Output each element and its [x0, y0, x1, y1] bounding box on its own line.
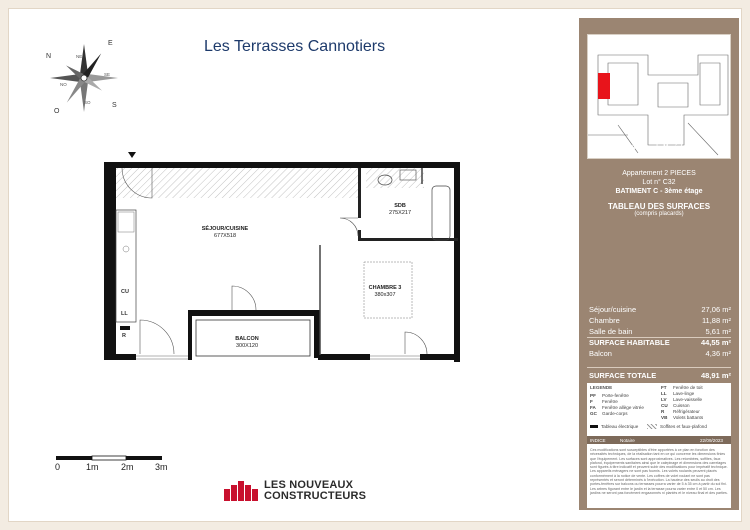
kitchen-cu: CU: [121, 289, 129, 295]
logo-mark-icon: [224, 481, 258, 501]
legend-soffites: Soffites et faux-plafond: [647, 424, 707, 429]
index-bar: [587, 436, 731, 444]
legend-item: GC Garde-corps: [590, 411, 628, 416]
room-sejour-name: SÉJOUR/CUISINE: [201, 226, 249, 232]
index-notaire: Notaire: [620, 437, 635, 443]
compass-north: N: [46, 53, 52, 60]
kitchen-ll: LL: [121, 311, 128, 317]
apartment-building-text: BATIMENT C - 3ème étage: [615, 188, 703, 195]
scale-label-1: 1m: [86, 462, 99, 472]
surface-value: 48,91: [700, 371, 720, 380]
surfaces-divider-total: [587, 367, 731, 368]
surface-row-total: [589, 371, 731, 380]
surface-row-sdb: [589, 327, 731, 336]
room-balcon: [222, 336, 272, 350]
address-line2: 77 100 MEAUX: [638, 153, 680, 159]
surface-label: Chambre: [589, 316, 620, 325]
surface-value: 11,88: [701, 316, 721, 325]
surface-unit: m²: [722, 327, 731, 336]
legend-item: CU Cuisson: [661, 403, 690, 408]
room-sdb-dims: 275X217: [388, 210, 412, 216]
scale-label-2: 2m: [121, 462, 134, 472]
room-chambre-name: CHAMBRE 3: [368, 285, 402, 291]
logo-line2: CONSTRUCTEURS: [264, 490, 367, 502]
disclaimer-text: Ces modifications sont susceptibles d'être apportées à ce plan en fonction des nécessités techniques, de la réalisation tant en ce qui concerne les dimensions finies que l'équipement. Les surfaces sont approximatives. Les retombées, soffites, faux plafond, équipements sanitaires ainsi que le calepinage et dimensions des carrelages sont figurés à titre indicatif et peuvent subir des modifications pour impératif technique. Les appareils ménagers ne sont pas fournis. Les volets roulants peuvent placés conformément à la notice de vente. Les coffres de volet roulant ne sont pas représentés et seront déterminés à l'exécution. La hauteur des seuils au droit des portes-fenêtres sur balcons ou terrasses pourra varier de 5 à 35 cm à partir du sol fini. Les arbres figurant entre le jardin et la terrasse pourra varier entre 0 et 50 cm. Les jardins ne seront pas forcément engazonnés ni plantés et le niveau final et des parties.: [587, 446, 731, 508]
compass-west: O: [54, 108, 60, 115]
legend-item: LL Lave-linge: [661, 391, 695, 396]
address-line1: 66-78, Avenue du Maréchal Foch: [612, 145, 706, 151]
surface-row-habitable: [589, 338, 731, 347]
surfaces-table-subtitle: (compris placards): [634, 211, 684, 217]
index-label: INDICE: [590, 437, 606, 443]
surface-value: 44,55: [700, 338, 720, 347]
surface-row-sejour: [589, 305, 731, 314]
room-sdb-name: SDB: [394, 203, 406, 209]
compass-south: S: [112, 102, 117, 109]
surface-label: SURFACE TOTALE: [589, 371, 657, 380]
surface-label: SURFACE HABITABLE: [589, 338, 670, 347]
logo-line1: LES NOUVEAUX: [264, 479, 354, 491]
room-balcon-dims: 300X120: [235, 343, 259, 349]
kitchen-r: R: [122, 333, 126, 339]
apartment-building: [579, 187, 739, 196]
surface-label: Séjour/cuisine: [589, 305, 637, 314]
surface-value: 4,36: [705, 349, 721, 358]
legend-item: FA Fenêtre allège vitrée: [590, 405, 644, 410]
surface-value: 27,06: [701, 305, 721, 314]
surface-row-balcon: [589, 349, 731, 358]
page-title: Les Terrasses Cannotiers: [204, 38, 386, 55]
surface-value: 5,61: [705, 327, 721, 336]
surface-unit: m²: [721, 371, 731, 380]
surface-unit: m²: [722, 305, 731, 314]
legend-item: FT Fenêtre de toit: [661, 385, 703, 390]
info-sidebar: [579, 18, 739, 510]
site-plan-icon: [588, 35, 731, 159]
legend-title: LEGENDE: [590, 385, 613, 390]
room-sejour-dims: 677X518: [213, 233, 237, 239]
apartment-type: Appartement 2 PIECES: [622, 170, 696, 177]
surfaces-table-title: TABLEAU DES SURFACES: [607, 202, 711, 211]
surface-label: Balcon: [589, 349, 612, 358]
legend-tableau: Tableau électrique: [590, 424, 638, 429]
scale-label-3: 3m: [155, 462, 168, 472]
building-location-thumbnail: [587, 34, 731, 159]
legend-item: PF Porte-fenêtre: [590, 393, 629, 398]
legend-item: F Fenêtre: [590, 399, 618, 404]
hatch-swatch-icon: [647, 424, 657, 429]
scale-label-0: 0: [55, 462, 61, 472]
room-chambre: [357, 285, 413, 299]
surface-unit: m²: [721, 338, 731, 347]
compass-no: NO: [60, 82, 67, 87]
floor-plan: [100, 150, 470, 375]
surface-unit: m²: [722, 316, 731, 325]
compass-so: SO: [84, 100, 91, 105]
room-sejour: [190, 226, 260, 240]
index-date: 22/09/2023: [700, 437, 723, 443]
surface-row-chambre: [589, 316, 731, 325]
electrical-panel-icon: [590, 425, 598, 428]
compass-east: E: [108, 40, 113, 47]
room-chambre-dims: 380x307: [374, 292, 396, 298]
surface-label: Salle de bain: [589, 327, 633, 336]
legend-item: LV Lave-vaisselle: [661, 397, 703, 402]
compass-ne: NE: [76, 54, 83, 59]
brand-logo: [224, 480, 366, 502]
apartment-lot: Lot n° C32: [642, 179, 676, 186]
compass-se: SE: [104, 72, 111, 77]
legend-item: R Réfrigérateur: [661, 409, 700, 414]
surface-unit: m²: [722, 349, 731, 358]
room-sdb: [380, 203, 420, 217]
legend-item: VB Volets battants: [661, 415, 704, 420]
room-balcon-name: BALCON: [235, 336, 259, 342]
